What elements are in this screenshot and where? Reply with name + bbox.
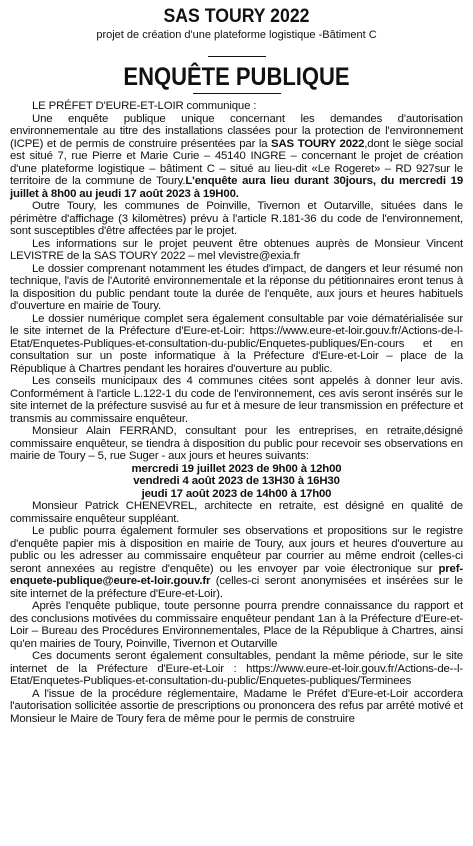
- paragraph-digital: Le dossier numérique complet sera également consultable par voie dématérialisée sur le site internet de la Préfecture d'Eure-et-Loir: https://www.eure-et-loir.gouv.fr/Actions-de-l-Etat/Enquetes-Publiques-et-consultation-du-public/Enquetes-publiques/En-cours et en consultation sur un poste informatique à la Préfecture d'Eure-et-Loir – place de la République à Chartres pendant les horaires d'ouverture au public.: [10, 312, 463, 375]
- paragraph-request: [10, 113, 463, 201]
- notice-headline: ENQUÊTE PUBLIQUE: [123, 63, 350, 91]
- divider: [208, 56, 266, 57]
- text-run: (celles-ci seront anonymisées et insérées sur le site internet de la préfecture d'Eure-et-Loir).: [10, 575, 463, 600]
- intro-line: LE PRÉFET D'EURE-ET-LOIR communique :: [32, 100, 257, 112]
- paragraph-communes: Outre Toury, les communes de Poinville, Tivernon et Outarville, situées dans le périmètre d'affichage (3 kilomètres) prévu à l'article R.181-36 du code de l'environnement, sont susceptibles d'être affectées par le projet.: [10, 200, 463, 237]
- divider: [193, 93, 281, 94]
- permanence-date: mercredi 19 juillet 2023 de 9h00 à 12h00: [131, 462, 342, 475]
- paragraph-contact: Les informations sur le projet peuvent être obtenues auprès de Monsieur Vincent LEVISTRE de la SAS TOURY 2022 – mel vlevistre@exia.fr: [10, 237, 463, 262]
- permanence-date: jeudi 17 août 2023 de 14h00 à 17h00: [141, 487, 332, 500]
- paragraph-councils: Les conseils municipaux des 4 communes citées sont appelés à donner leur avis. Conformément à l'article L.122-1 du code de l'environnement, ces avis seront insérés sur le site internet de la préfecture susvisé au fur et à mesure de leur transmission en préfecture et transmis au commissaire enquêteur.: [10, 375, 463, 425]
- company-name: SAS TOURY 2022: [271, 137, 365, 150]
- paragraph-substitute: Monsieur Patrick CHENEVREL, architecte en retraite, est désigné en qualité de commissaire enquêteur suppléant.: [10, 500, 463, 525]
- paragraph-decision: A l'issue de la procédure réglementaire, Madame le Préfet d'Eure-et-Loir accordera l'autorisation sollicitée assortie de prescriptions ou prononcera des refus par arrêté motivé et Monsieur le Maire de Toury fera de même pour le permis de construire: [10, 687, 463, 725]
- project-subtitle: projet de création d'une plateforme logistique -Bâtiment C: [96, 29, 377, 41]
- paragraph-report: Après l'enquête publique, toute personne pourra prendre connaissance du rapport et des conclusions motivées du commissaire enquêteur pendant 1an à la Préfecture d'Eure-et-Loir – Bureau des Procédures Environnementales, Place de la République à Chartres, ainsi qu'en mairies de Toury, Poinville, Tivernon et Outarville: [10, 600, 463, 650]
- company-title: SAS TOURY 2022: [163, 6, 310, 27]
- text-run: ,dont le siège social est situé 7, rue Pierre et Marie Curie – 45140 INGRE – concernant le projet de création d'une plateforme logistique – bâtiment C – situé au lieu-dit «Le Rogeret» – RD 927sur le territoire de la commune de Toury.: [10, 137, 463, 187]
- text-run: Une enquête publique unique concernant les demandes d'autorisation environnementale au titre des installations classées pour la protection de l'environnement (ICPE) et de permis de construire présentées par la: [10, 112, 463, 150]
- permanence-date: vendredi 4 août 2023 de 13H30 à 16H30: [133, 475, 340, 487]
- text-run: Le public pourra également formuler ses observations et propositions sur le registre d'enquête papier mis à disposition en mairie de Toury, aux jours et heures d'ouverture au public ou les adresser au commissaire enquêteur par courrier au même endroit (celles-ci seront annexées au registre d'enquête) ou les envoyer par voie électronique sur: [10, 525, 463, 575]
- paragraph-online: Ces documents seront également consultables, pendant la même période, sur le site internet de la Préfecture d'Eure-et-Loir : https://www.eure-et-loir.gouv.fr/Actions-de--l-Etat/Enquetes-Publiques-et-consultation-du-public/Enquetes-publiques/Terminees: [10, 650, 463, 687]
- paragraph-observations: [10, 525, 463, 600]
- enquiry-dates: L'enquête aura lieu durant 30jours, du mercredi 19 juillet à 8h00 au jeudi 17 août 2023 à 19H00.: [10, 175, 463, 200]
- paragraph-commissioner: Monsieur Alain FERRAND, consultant pour les entreprises, en retraite,désigné commissaire enquêteur, se tiendra à disposition du public pour recevoir ses observations en mairie de Toury – 5, rue Suger - aux jours et heures suivants:: [10, 425, 463, 462]
- email-link[interactable]: pref-enquete-publique@eure-et-loir.gouv.fr: [10, 562, 463, 587]
- notice-body: [10, 100, 463, 725]
- paragraph-dossier: Le dossier comprenant notamment les études d'impact, de dangers et leur résumé non technique, l'avis de l'Autorité environnementale et la réponse du pétitionnaires eront tenus à la disposition du public pendant toute la durée de l'enquête, aux jours et heures habituels d'ouverture en mairie de Toury.: [10, 262, 463, 312]
